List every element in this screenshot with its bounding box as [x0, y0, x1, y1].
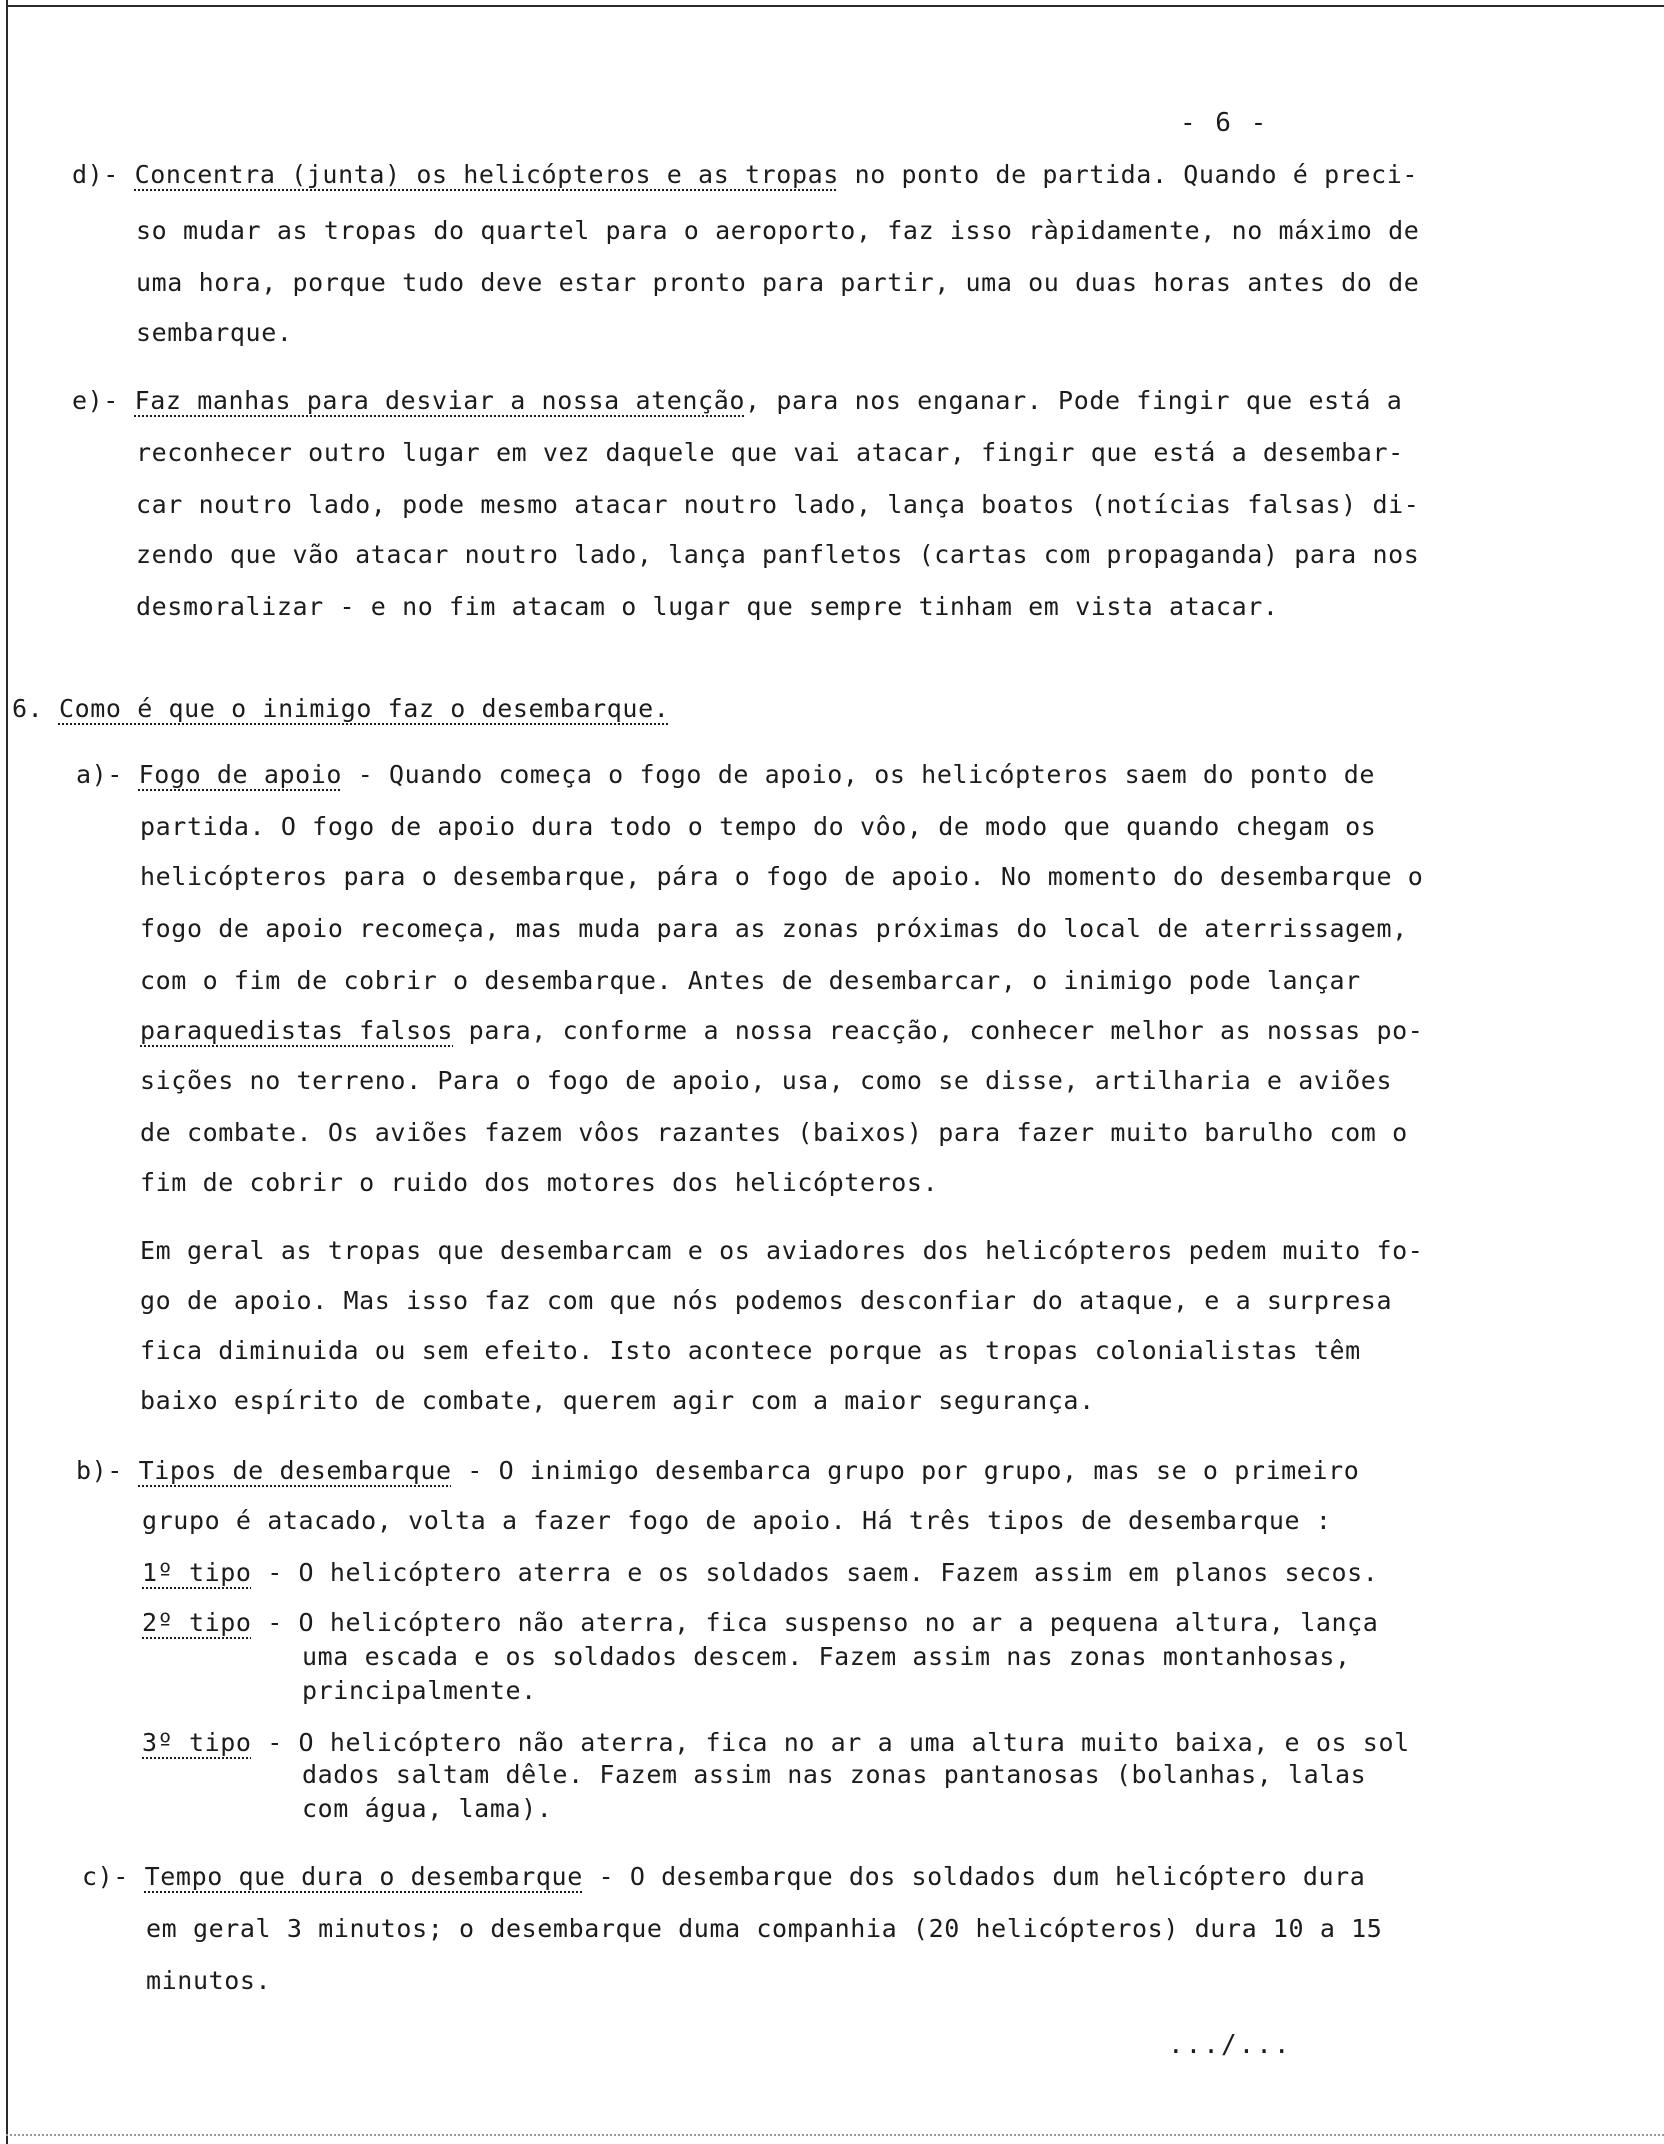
item-e-line-5: desmoralizar - e no fim atacam o lugar que sempre tinham em vista atacar.	[136, 592, 1279, 621]
item-d-text: no ponto de partida. Quando é preci-	[838, 160, 1419, 189]
item-e-line-2: reconhecer outro lugar em vez daquele que vai atacar, fingir que está a desembar-	[136, 438, 1404, 467]
item-e-line-1	[72, 386, 1402, 416]
item-e-line-3: car noutro lado, pode mesmo atacar noutro lado, lança boatos (notícias falsas) di-	[136, 490, 1420, 519]
type-1-label: 1º tipo	[142, 1558, 252, 1587]
item-a-para2-line-1: Em geral as tropas que desembarcam e os aviadores dos helicópteros pedem muito fo-	[140, 1236, 1424, 1265]
item-a-para2-line-4: baixo espírito de combate, querem agir com a maior segurança.	[140, 1386, 1095, 1415]
item-d-line-1	[72, 160, 1418, 190]
item-a-line-6	[140, 1016, 1423, 1046]
type-3-line-3: com água, lama).	[302, 1794, 553, 1823]
item-b-title: Tipos de desembarque	[138, 1456, 452, 1485]
type-1-text: - O helicóptero aterra e os soldados saem. Fazem assim em planos secos.	[251, 1558, 1379, 1587]
type-3-line-2: dados saltam dêle. Fazem assim nas zonas pantanosas (bolanhas, lalas	[302, 1760, 1367, 1789]
item-d-line-2: so mudar as tropas do quartel para o aeroporto, faz isso ràpidamente, no máximo de	[136, 216, 1420, 245]
page-border-top	[6, 5, 1664, 7]
item-b-line-1	[76, 1456, 1359, 1486]
section-6-title: Como é que o inimigo faz o desembarque.	[58, 694, 670, 723]
item-b-marker: b)-	[76, 1456, 139, 1485]
item-c-text: - O desembarque dos soldados dum helicóptero dura	[582, 1862, 1366, 1891]
item-a-text: - Quando começa o fogo de apoio, os helicópteros saem do ponto de	[342, 760, 1376, 789]
type-3-text: - O helicóptero não aterra, fica no ar a uma altura muito baixa, e os sol	[251, 1728, 1410, 1757]
type-2-text: - O helicóptero não aterra, fica suspenso no ar a pequena altura, lança	[251, 1608, 1379, 1637]
section-6-heading	[12, 694, 669, 724]
item-c-line-3: minutos.	[146, 1966, 272, 1995]
continuation-mark: .../...	[1168, 2030, 1292, 2060]
item-c-marker: c)-	[82, 1862, 145, 1891]
item-d-line-4: sembarque.	[136, 318, 293, 347]
page-number: - 6 -	[1180, 108, 1269, 138]
item-a-line-3: helicópteros para o desembarque, pára o fogo de apoio. No momento do desembarque o	[140, 862, 1424, 891]
type-3-label: 3º tipo	[142, 1728, 252, 1757]
type-1-line-1	[142, 1558, 1378, 1588]
type-2-line-3: principalmente.	[302, 1676, 537, 1705]
type-2-label: 2º tipo	[142, 1608, 252, 1637]
item-c-line-2: em geral 3 minutos; o desembarque duma companhia (20 helicópteros) dura 10 a 15	[146, 1914, 1383, 1943]
item-c-title: Tempo que dura o desembarque	[144, 1862, 583, 1891]
item-d-title: Concentra (junta) os helicópteros e as tropas	[134, 160, 839, 189]
type-3-line-1	[142, 1728, 1410, 1758]
type-2-line-2: uma escada e os soldados descem. Fazem assim nas zonas montanhosas,	[302, 1642, 1351, 1671]
item-a-para2-line-2: go de apoio. Mas isso faz com que nós podemos desconfiar do ataque, e a surpresa	[140, 1286, 1393, 1315]
item-a-para2-line-3: fica diminuida ou sem efeito. Isto acontece porque as tropas colonialistas têm	[140, 1336, 1361, 1365]
item-a-line-5: com o fim de cobrir o desembarque. Antes de desembarcar, o inimigo pode lançar	[140, 966, 1361, 995]
item-a-marker: a)-	[76, 760, 139, 789]
item-a-line-6-text: para, conforme a nossa reacção, conhecer melhor as nossas po-	[453, 1016, 1424, 1045]
item-d-marker: d)-	[72, 160, 135, 189]
item-e-text: , para nos enganar. Pode fingir que está a	[745, 386, 1403, 415]
section-6-number: 6.	[12, 694, 59, 723]
item-a-line-2: partida. O fogo de apoio dura todo o tempo do vôo, de modo que quando chegam os	[140, 812, 1377, 841]
page-border-left	[6, 0, 8, 2144]
item-a-line-1	[76, 760, 1375, 790]
item-d-line-3: uma hora, porque tudo deve estar pronto para partir, uma ou duas horas antes do de	[136, 268, 1420, 297]
item-a-line-7: sições no terreno. Para o fogo de apoio, usa, como se disse, artilharia e aviões	[140, 1066, 1393, 1095]
item-e-line-4: zendo que vão atacar noutro lado, lança panfletos (cartas com propaganda) para nos	[136, 540, 1420, 569]
item-b-line-2: grupo é atacado, volta a fazer fogo de apoio. Há três tipos de desembarque :	[142, 1506, 1332, 1535]
item-a-line-9: fim de cobrir o ruido dos motores dos helicópteros.	[140, 1168, 939, 1197]
item-e-marker: e)-	[72, 386, 135, 415]
item-b-text: - O inimigo desembarca grupo por grupo, mas se o primeiro	[451, 1456, 1360, 1485]
item-e-title: Faz manhas para desviar a nossa atenção	[134, 386, 746, 415]
page-border-bottom	[6, 2134, 1664, 2136]
item-a-underlined-phrase: paraquedistas falsos	[140, 1016, 454, 1045]
item-a-title: Fogo de apoio	[138, 760, 343, 789]
item-c-line-1	[82, 1862, 1365, 1892]
type-2-line-1	[142, 1608, 1378, 1638]
item-a-line-4: fogo de apoio recomeça, mas muda para as zonas próximas do local de aterrissagem,	[140, 914, 1408, 943]
item-a-line-8: de combate. Os aviões fazem vôos razantes (baixos) para fazer muito barulho com o	[140, 1118, 1408, 1147]
